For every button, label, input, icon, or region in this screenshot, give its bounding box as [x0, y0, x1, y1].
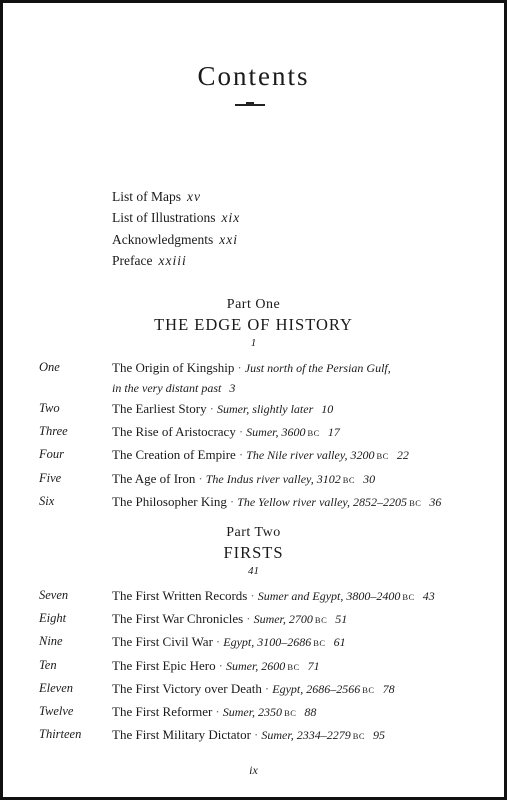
chapter-entry: [112, 634, 472, 650]
chapter-number: Two: [39, 401, 60, 415]
era-label: BC: [342, 474, 356, 485]
chapter-setting: Egypt, 3100–2686: [223, 635, 312, 650]
chapter-page: 43: [422, 589, 435, 603]
separator-dot: ·: [238, 447, 244, 463]
front-matter-label: Preface: [112, 252, 153, 268]
title-ornament: [235, 104, 265, 106]
era-label: BC: [313, 638, 326, 649]
chapter-number: Nine: [39, 634, 63, 649]
front-matter-page: xxiii: [158, 252, 187, 268]
front-matter-label: Acknowledgments: [112, 231, 214, 247]
chapter-page: 36: [429, 494, 442, 509]
chapter-row: [3, 704, 504, 727]
chapter-row: [3, 471, 504, 494]
front-matter-page: xv: [187, 189, 201, 204]
separator-dot: ·: [264, 680, 270, 696]
chapter-page: 71: [307, 658, 320, 673]
era-label: BC: [314, 615, 328, 626]
chapter-page: 3: [229, 381, 236, 395]
chapter-title: The Rise of Aristocracy: [112, 424, 236, 440]
chapter-page: 30: [363, 471, 376, 486]
chapter-number: Three: [39, 424, 68, 439]
front-matter-item: [112, 210, 240, 231]
chapter-page: 17: [327, 425, 340, 440]
separator-dot: ·: [209, 401, 214, 416]
chapter-page: 78: [382, 681, 395, 696]
chapter-number: Seven: [39, 588, 69, 602]
chapter-number: Eleven: [39, 680, 74, 695]
chapter-number: One: [39, 360, 60, 374]
separator-dot: ·: [237, 360, 242, 375]
chapter-title: The Creation of Empire: [112, 447, 236, 463]
chapter-page: 10: [321, 402, 334, 416]
front-matter-list: [112, 189, 240, 274]
front-matter-label: List of Illustrations: [112, 210, 216, 226]
part-two-label: Part Two: [226, 525, 281, 540]
chapter-number: Thirteen: [39, 727, 82, 742]
chapter-title: The First War Chronicles: [112, 611, 244, 627]
chapter-title: The First Civil War: [112, 634, 213, 650]
chapter-title: The First Reformer: [112, 703, 213, 719]
chapter-title: The First Written Records: [112, 588, 248, 603]
era-label: BC: [402, 592, 415, 602]
chapter-title: The First Military Dictator: [112, 727, 252, 743]
era-label: BC: [409, 497, 422, 508]
separator-dot: ·: [246, 611, 251, 627]
separator-dot: ·: [198, 470, 203, 486]
era-label: BC: [284, 707, 297, 718]
chapter-setting: The Indus river valley, 3102: [205, 471, 341, 486]
chapter-line-2: [112, 380, 472, 396]
chapter-entry: [112, 727, 472, 743]
chapter-setting: Egypt, 2686–2566: [272, 681, 361, 696]
chapter-setting: The Yellow river valley, 2852–2205: [237, 494, 408, 509]
front-matter-label: List of Maps: [112, 189, 181, 204]
era-label: BC: [287, 661, 300, 672]
front-matter-item: [112, 253, 240, 274]
page-folio: ix: [249, 763, 258, 777]
era-label: BC: [307, 428, 320, 439]
chapter-row: [3, 424, 504, 447]
part-one-label: Part One: [226, 297, 281, 312]
chapter-entry: [112, 611, 472, 627]
chapter-title: The Philosopher King: [112, 493, 227, 509]
chapter-row: [3, 401, 504, 424]
chapter-title: The Age of Iron: [112, 470, 196, 486]
chapter-row: [3, 658, 504, 681]
separator-dot: ·: [229, 493, 235, 509]
chapter-number: Six: [39, 493, 55, 508]
chapter-entry: [112, 588, 472, 604]
chapter-page: 95: [373, 728, 386, 743]
chapter-page: 51: [335, 612, 348, 627]
chapter-setting: The Nile river valley, 3200: [246, 448, 375, 463]
chapter-title: The First Victory over Death: [112, 680, 262, 696]
chapter-row: [3, 494, 504, 517]
chapter-row: [3, 360, 504, 401]
chapter-row: [3, 681, 504, 704]
chapter-page: 61: [333, 635, 346, 650]
chapter-title: The Origin of Kingship: [112, 360, 235, 375]
chapter-number: Twelve: [39, 703, 74, 718]
chapter-title: The Earliest Story: [112, 401, 207, 416]
separator-dot: ·: [215, 703, 220, 719]
chapter-setting: Sumer, slightly later: [216, 402, 314, 416]
chapter-setting: Sumer, 2700: [253, 612, 313, 627]
chapter-row: [3, 588, 504, 611]
chapter-setting: Sumer and Egypt, 3800–2400: [257, 589, 401, 603]
front-matter-item: [112, 189, 240, 210]
chapter-setting: Sumer, 2350: [222, 704, 283, 719]
page-title: Contents: [197, 61, 310, 91]
chapter-row: [3, 727, 504, 750]
chapter-entry: [112, 401, 472, 417]
part-one-page: 1: [250, 337, 257, 349]
part-two-page: 41: [248, 565, 259, 577]
chapter-row: [3, 634, 504, 657]
chapter-number: Eight: [39, 611, 67, 626]
separator-dot: ·: [254, 727, 259, 743]
chapter-entry: [112, 447, 472, 463]
era-label: BC: [352, 731, 366, 742]
chapter-entry: [112, 360, 472, 396]
chapter-row: [3, 447, 504, 470]
chapter-entry: [112, 494, 472, 510]
front-matter-page: xxi: [219, 231, 238, 247]
separator-dot: ·: [250, 588, 255, 603]
era-label: BC: [376, 451, 389, 462]
separator-dot: ·: [218, 657, 223, 673]
separator-dot: ·: [238, 424, 244, 440]
chapter-setting: Sumer, 3600: [246, 425, 306, 440]
chapter-number: Four: [39, 447, 64, 462]
separator-dot: ·: [215, 634, 221, 650]
chapter-page: 22: [396, 448, 409, 463]
chapter-entry: [112, 681, 472, 697]
chapter-setting: Just north of the Persian Gulf,: [244, 361, 391, 375]
chapter-row: [3, 611, 504, 634]
part-two-chapter-list: [3, 588, 504, 750]
chapter-number: Ten: [39, 657, 57, 672]
part-one-chapter-list: [3, 360, 504, 517]
chapter-page: 88: [304, 704, 317, 719]
part-two-title: FIRSTS: [223, 543, 284, 562]
chapter-setting-continued: in the very distant past: [112, 381, 222, 395]
chapter-title: The First Epic Hero: [112, 657, 216, 673]
chapter-entry: [112, 704, 472, 720]
front-matter-item: [112, 232, 240, 253]
part-one-title: THE EDGE OF HISTORY: [154, 315, 353, 334]
chapter-entry: [112, 424, 472, 440]
chapter-number: Five: [39, 470, 62, 485]
chapter-entry: [112, 471, 472, 487]
chapter-setting: Sumer, 2600: [225, 658, 286, 673]
front-matter-page: xix: [221, 210, 241, 226]
chapter-setting: Sumer, 2334–2279: [261, 728, 351, 743]
chapter-entry: [112, 658, 472, 674]
era-label: BC: [362, 684, 375, 695]
